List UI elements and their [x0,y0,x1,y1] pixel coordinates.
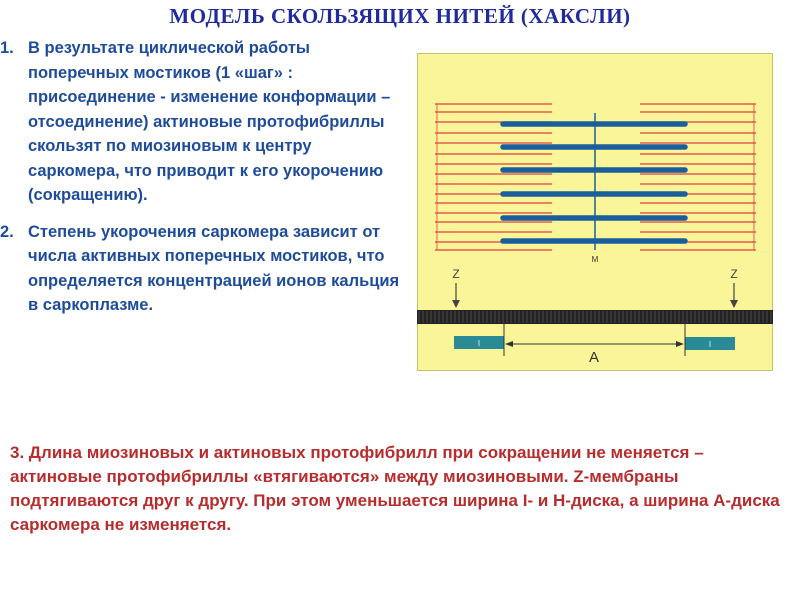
item-text: В результате циклической работы поперечных мостиков (1 «шаг» : присоединение - изменение конформации – отсоединение) актиновые протофибриллы скользят по миозиновым к центру саркомера, что приводит к его укорочению (сокращению). [28,39,391,204]
page-title: МОДЕЛЬ СКОЛЬЗЯЩИХ НИТЕЙ (ХАКСЛИ) [169,4,631,28]
z-right-arrowhead [730,300,738,308]
a-band-arrowhead-left [505,341,513,347]
item-number: 2. [0,222,14,241]
z-right-label: Z [730,267,738,281]
item-text: Степень укорочения саркомера зависит от числа активных поперечных мостиков, что определяется концентрацией ионов кальция в саркоплазме. [28,222,400,314]
z-left-arrowhead [452,300,460,308]
i-band-right-label: I [708,340,712,349]
a-band-arrowhead-right [676,341,684,347]
a-band-label: A [588,349,600,366]
item-number: 1. [0,39,14,57]
item-number: 3. [10,443,25,462]
m-line-label: M [591,255,599,264]
list-item-3 [10,441,780,537]
item-text: Длина миозиновых и актиновых протофибрилл при сокращении не меняется – актиновые протофибриллы «втягиваются» между миозиновыми. Z-мембраны подтягиваются друг к другу. При этом уменьшается ширина I- и H-диска, а ширина А-диска саркомера не изменяется. [10,443,780,534]
z-left-label: Z [452,267,460,281]
i-band-left-label: I [477,339,481,348]
myosin-filaments [503,124,685,241]
